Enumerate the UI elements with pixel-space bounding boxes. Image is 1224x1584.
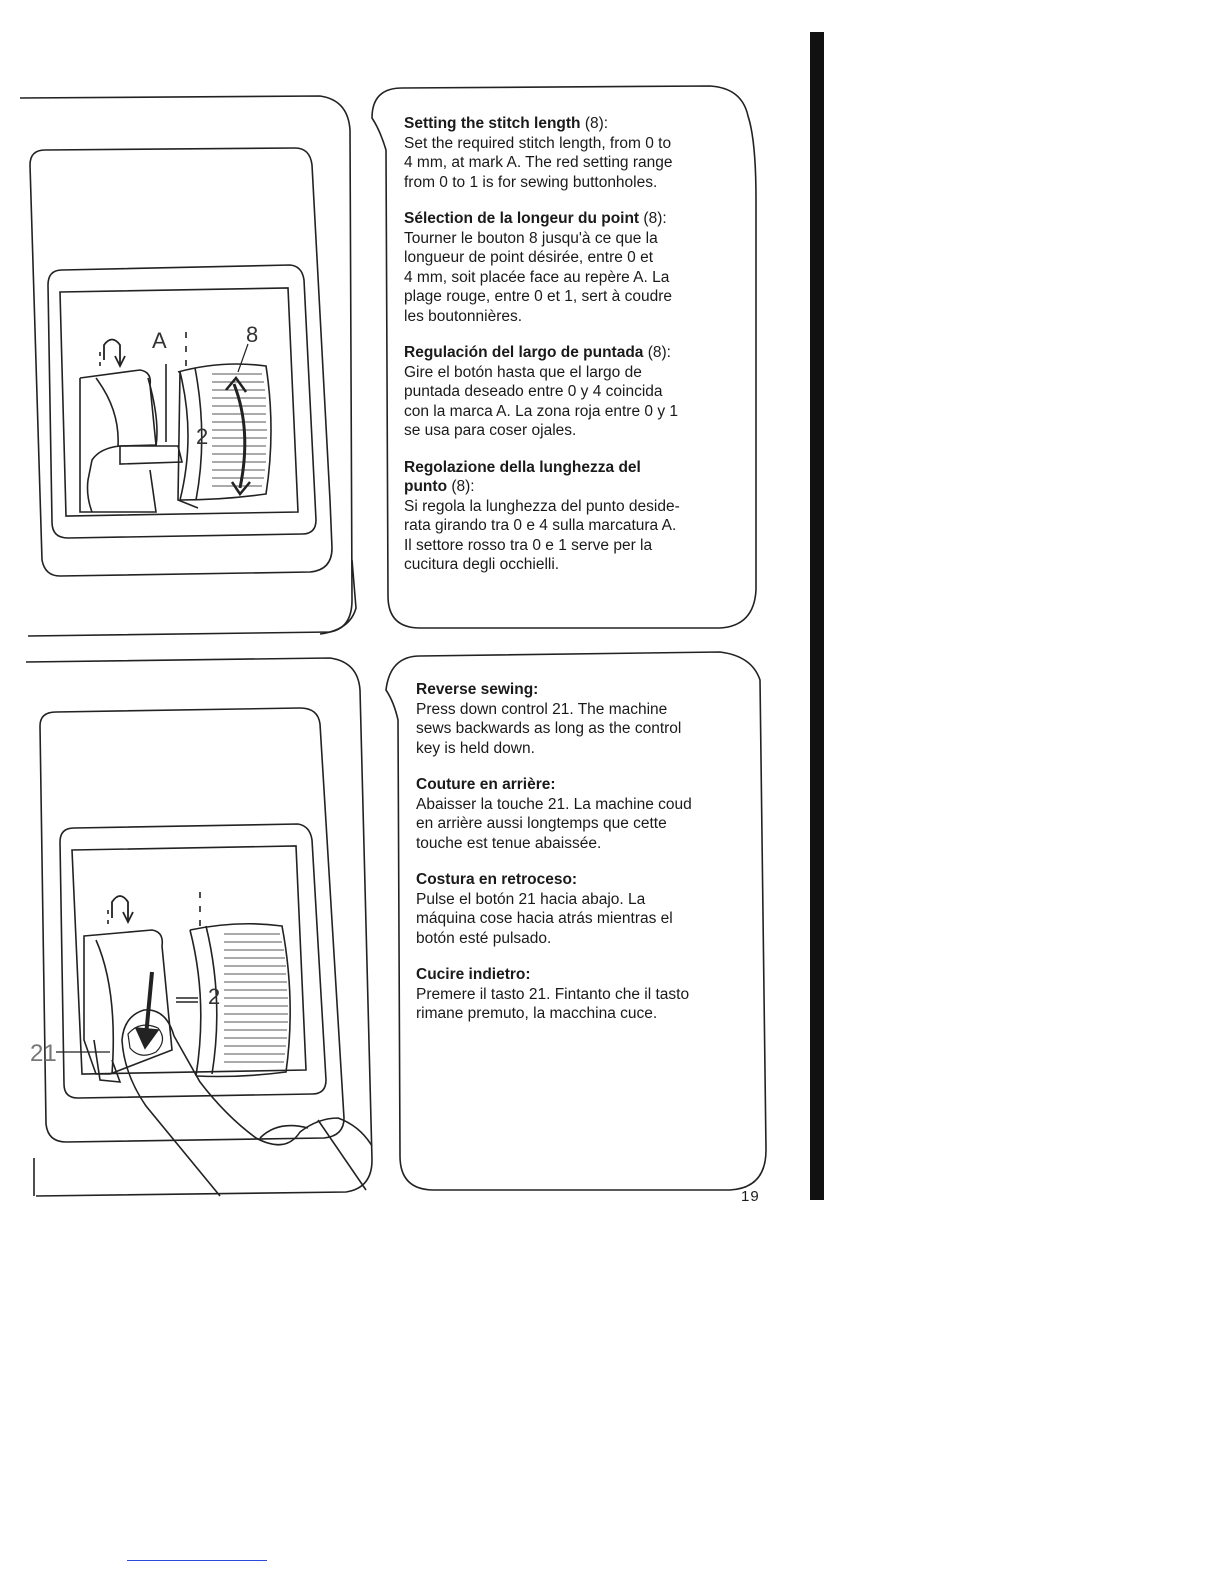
stitch-length-instructions [404,114,744,592]
section-ref: (8): [580,115,609,132]
dial-number-label-2: 2 [208,984,221,1009]
section-it [416,965,756,1024]
section-ref: (8): [643,344,671,361]
section-title: Couture en arrière: [416,776,556,793]
section-body: Abaisser la touche 21. La machine coud en arrière aussi longtemps que cette touche est tenue abaissée. [416,795,692,852]
section-it [404,458,744,575]
reverse-sewing-instructions [416,680,756,1041]
section-en [416,680,756,758]
section-body: Set the required stitch length, from 0 to 4 mm, at mark A. The red setting range from 0 to 1 is for sewing buttonholes. [404,134,673,191]
section-body: Premere il tasto 21. Fintanto che il tasto rimane premuto, la macchina cuce. [416,985,690,1022]
figure1-stitch-dial [178,364,271,500]
section-es [404,343,744,441]
section-title: Reverse sewing: [416,681,539,698]
figure2-panel [40,708,344,1142]
dial-8-label: 8 [246,322,259,347]
section-body: Pulse el botón 21 hacia abajo. La máquina cose hacia atrás mientras el botón esté pulsado. [416,890,673,947]
page-edge-bar [810,32,824,1200]
section-ref: (8): [447,478,475,495]
section-es [416,870,756,948]
section-body: Gire el botón hasta que el largo de puntada deseado entre 0 y 4 coincida con la marca A. La zona roja entre 0 y 1 se usa para coser ojales. [404,363,678,439]
section-body: Press down control 21. The machine sews backwards as long as the control key is held down. [416,700,682,757]
section-fr [404,209,744,326]
section-title: Cucire indietro: [416,966,531,983]
section-body: Tourner le bouton 8 jusqu'à ce que la longueur de point désirée, entre 0 et 4 mm, soit placée face au repère A. La plage rouge, entre 0 et 1, sert à coudre les boutonnières. [404,229,672,325]
section-title: Sélection de la longeur du point [404,210,640,227]
section-body: Si regola la lunghezza del punto deside- rata girando tra 0 e 4 sulla marcatura A. Il settore rosso tra 0 e 1 serve per la cucitura degli occhielli. [404,497,680,573]
dial-number-label: 2 [196,424,209,449]
section-title: Regulación del largo de puntada [404,344,644,361]
section-title: Setting the stitch length [404,115,581,132]
footer-line [127,1560,267,1561]
control-21-label: 21 [30,1040,57,1067]
section-ref: (8): [639,210,667,227]
mark-a-label: A [152,328,167,353]
section-title: Costura en retroceso: [416,871,578,888]
section-en [404,114,744,192]
page-number: 19 [741,1188,760,1205]
section-title: Regolazione della lunghezza del punto [404,458,641,495]
section-fr [416,775,756,853]
